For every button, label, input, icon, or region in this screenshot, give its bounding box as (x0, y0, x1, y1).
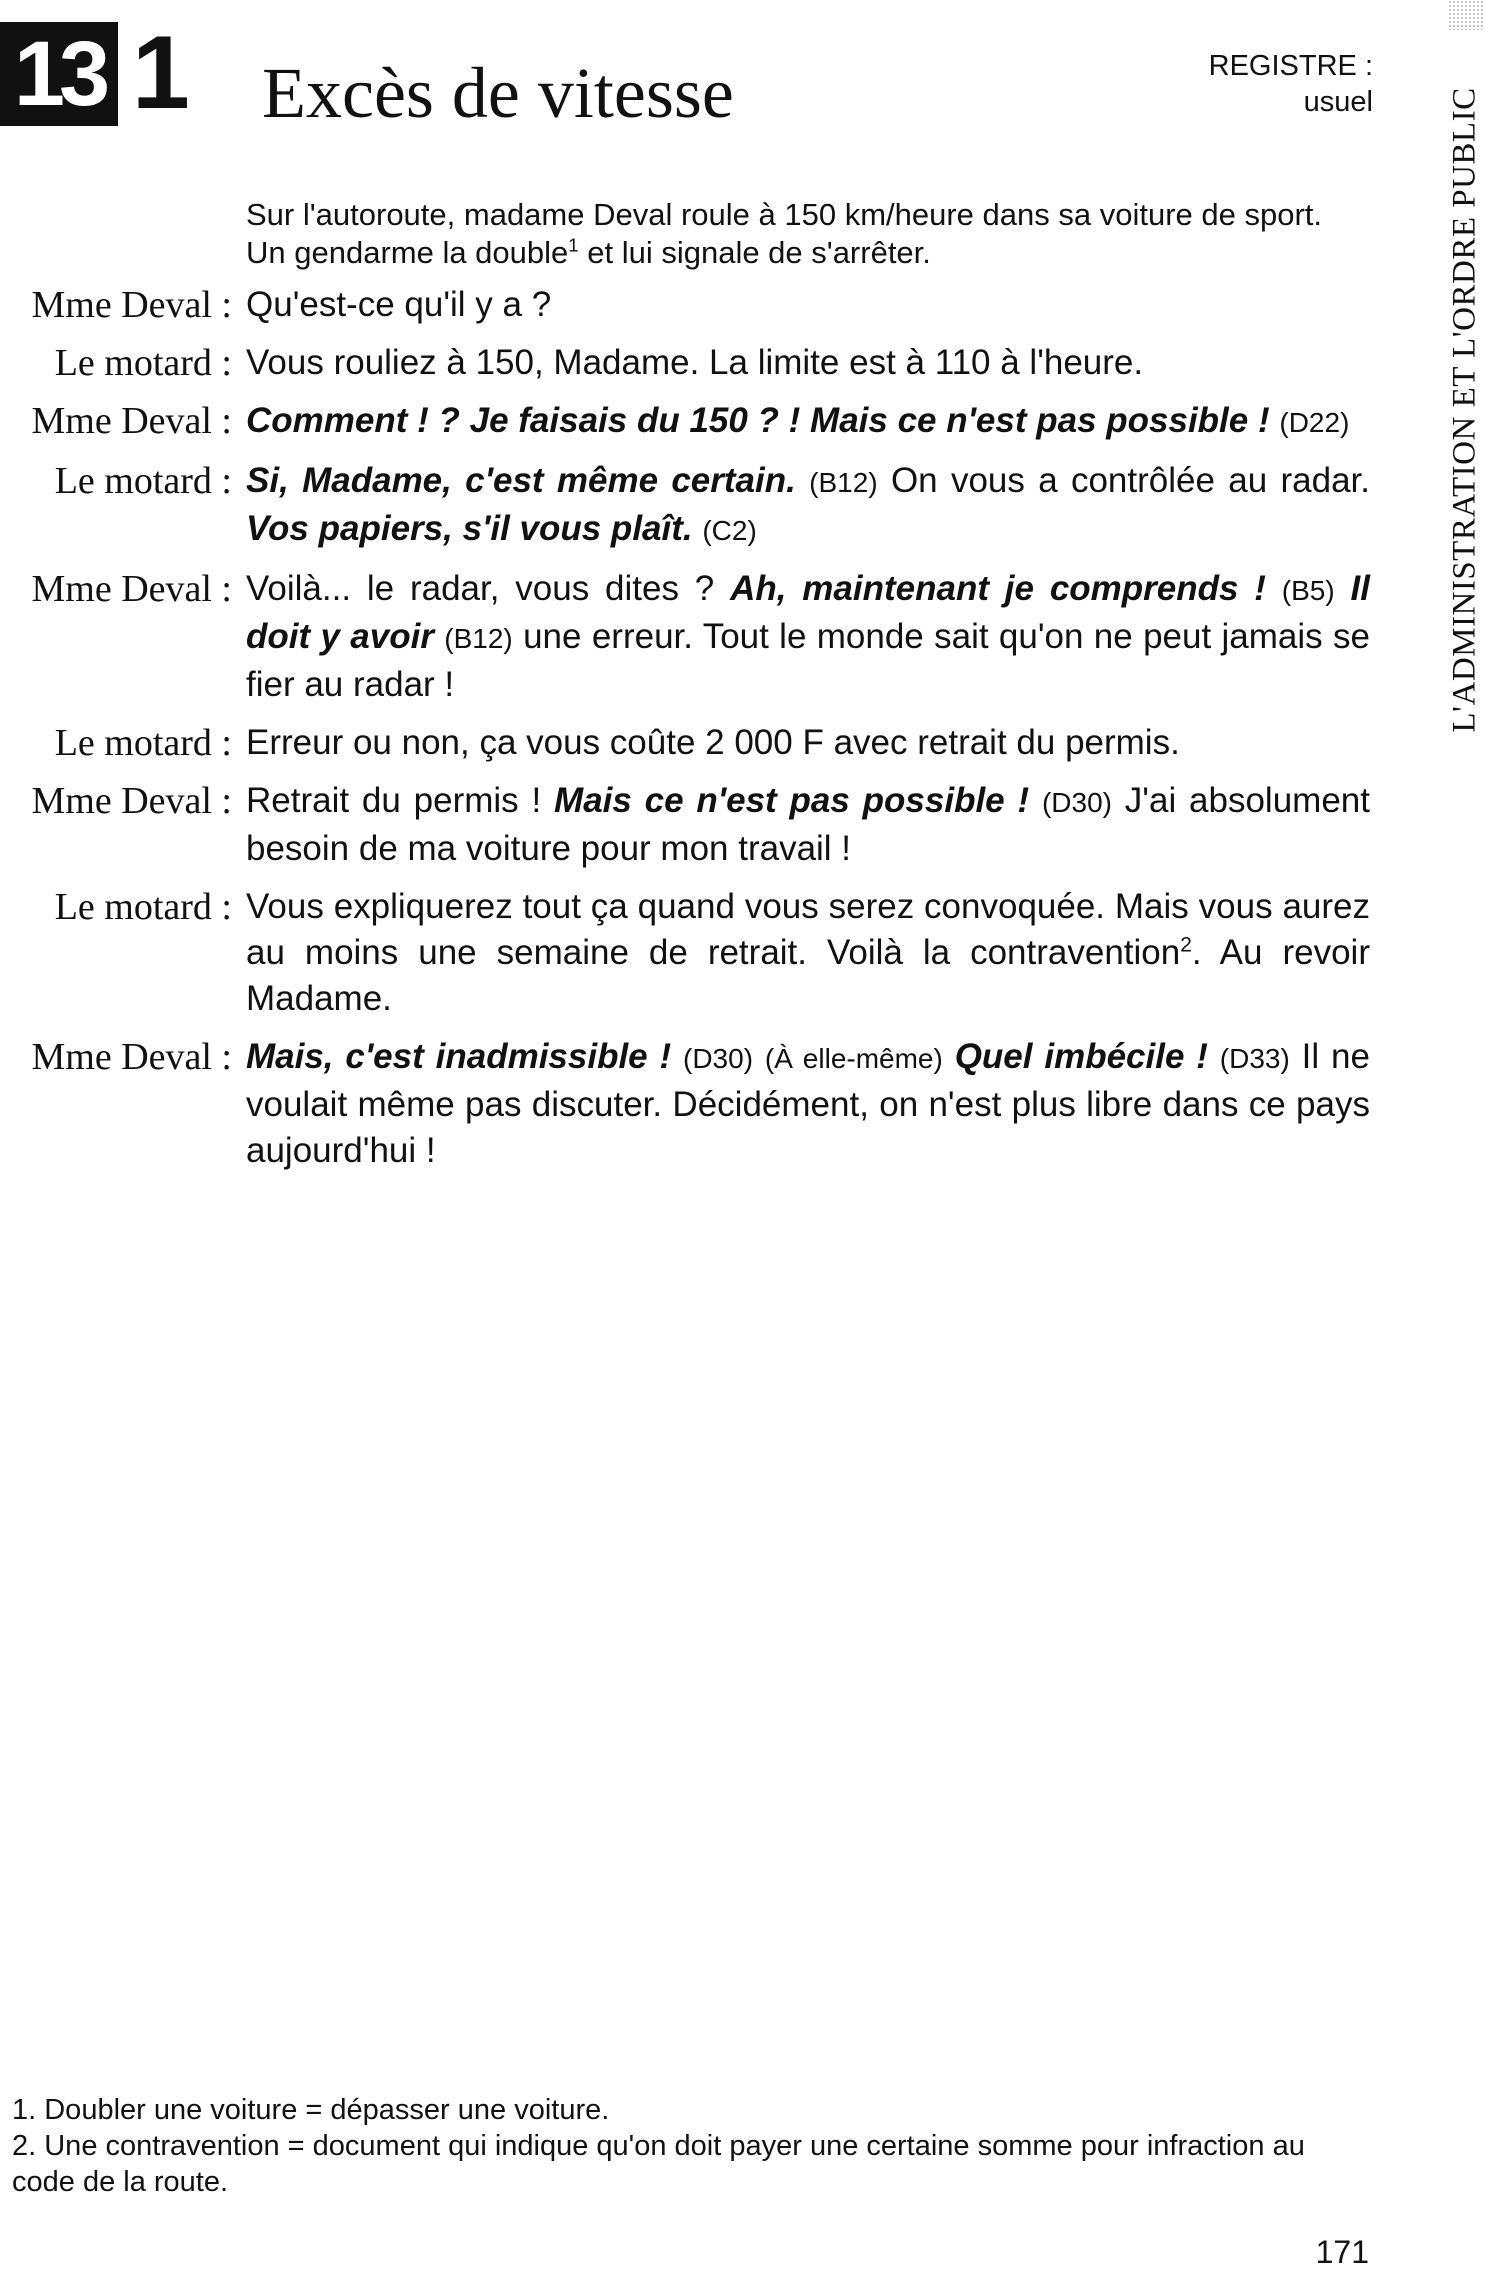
speech-text (246, 398, 1370, 446)
page-title: Excès de vitesse (262, 53, 734, 133)
dialogue-line (0, 282, 1370, 328)
key-expression: Mais, c'est inadmissible ! (246, 1037, 672, 1076)
reference-code: (D30) (1041, 787, 1112, 818)
dialogue-line (0, 398, 1370, 446)
footnote: 2. Une contravention = document qui indique qu'on doit payer une certaine somme pour infraction au code de la route. (12, 2130, 1305, 2198)
reference-code: (D22) (1279, 407, 1350, 438)
speech-text (246, 282, 1370, 328)
register-label (1209, 48, 1373, 120)
dialogue (0, 282, 1370, 1186)
key-expression: Mais ce n'est pas possible ! (554, 781, 1030, 820)
speech-text (246, 340, 1370, 386)
key-expression: Si, Madame, c'est même certain. (246, 461, 796, 500)
intro-text: Sur l'autoroute, madame Deval roule à 150 km/heure dans sa voiture de sport. Un gendarme la double (246, 197, 1323, 270)
chapter-badge: 13 (0, 22, 118, 126)
speech-plain: . Au revoir Madame. (246, 933, 1370, 1018)
key-expression: Ah, maintenant je comprends ! (730, 569, 1266, 608)
speaker-label: Le motard : (54, 722, 232, 764)
speaker-label: Mme Deval : (31, 568, 232, 610)
speech-text (246, 778, 1370, 872)
speech-plain: Il ne voulait même pas discuter. Décidément, on n'est plus libre dans ce pays aujourd'hui ! (246, 1037, 1370, 1170)
speaker-label: Le motard : (54, 886, 232, 928)
footnote-ref: 2 (1180, 933, 1192, 957)
speaker-label: Mme Deval : (31, 1036, 232, 1078)
key-expression: Vos papiers, s'il vous plaît. (246, 509, 693, 548)
page-number: 171 (1315, 2234, 1369, 2270)
dialogue-line (0, 340, 1370, 386)
intro-paragraph (246, 196, 1368, 272)
speech-plain: Vous expliquerez tout ça quand vous serez convoquée. Mais vous aurez au moins une semaine de retrait. Voilà la contravention (246, 887, 1370, 972)
intro-text: et lui signale de s'arrêter. (578, 235, 931, 270)
dialogue-line (0, 1034, 1370, 1174)
speech-text (246, 458, 1370, 554)
speech-plain: Erreur ou non, ça vous coûte 2 000 F avec retrait du permis. (246, 723, 1180, 762)
footnote: 1. Doubler une voiture = dépasser une voiture. (12, 2094, 610, 2126)
speech-plain: On vous a contrôlée au radar. (890, 461, 1370, 500)
scan-artifact (1448, 0, 1484, 30)
speech-text (246, 720, 1370, 766)
footnote-ref: 1 (568, 234, 579, 256)
reference-code: (B12) (809, 467, 878, 498)
reference-code: (B12) (444, 623, 513, 654)
dialogue-line (0, 566, 1370, 708)
speaker-label: Le motard : (54, 460, 232, 502)
speaker-label: Mme Deval : (31, 400, 232, 442)
dialogue-line (0, 884, 1370, 1022)
stage-direction: (À elle-même) (764, 1043, 943, 1074)
reference-code: (B5) (1281, 575, 1335, 606)
lesson-number: 1 (132, 15, 190, 131)
speech-plain: une erreur. Tout le monde sait qu'on ne peut jamais se fier au radar ! (246, 617, 1370, 704)
speaker-label: Mme Deval : (31, 284, 232, 326)
speech-plain: Voilà... le radar, vous dites ? (246, 569, 715, 608)
dialogue-line (0, 778, 1370, 872)
key-expression: Comment ! ? Je faisais du 150 ? ! Mais ce n'est pas possible ! (246, 401, 1270, 440)
reference-code: (D33) (1219, 1043, 1290, 1074)
reference-code: (C2) (702, 515, 757, 546)
speech-text (246, 1034, 1370, 1174)
speaker-label: Le motard : (54, 342, 232, 384)
speech-plain: Vous rouliez à 150, Madame. La limite est à 110 à l'heure. (246, 343, 1144, 382)
key-expression: Il doit y avoir (246, 569, 1370, 656)
footnotes (12, 2092, 1372, 2200)
register-heading: REGISTRE : (1208, 50, 1373, 82)
chapter-side-title: L'ADMINISTRATION ET L'ORDRE PUBLIC (1446, 87, 1483, 733)
reference-code: (D30) (683, 1043, 754, 1074)
speaker-label: Mme Deval : (31, 780, 232, 822)
dialogue-line (0, 720, 1370, 766)
speech-text (246, 566, 1370, 708)
speech-plain: J'ai absolument besoin de ma voiture pour mon travail ! (246, 781, 1370, 868)
speech-plain: Qu'est-ce qu'il y a ? (246, 285, 552, 324)
key-expression: Quel imbécile ! (954, 1037, 1208, 1076)
speech-text (246, 884, 1370, 1022)
register-value: usuel (1303, 86, 1373, 118)
dialogue-line (0, 458, 1370, 554)
speech-plain: Retrait du permis ! (246, 781, 542, 820)
